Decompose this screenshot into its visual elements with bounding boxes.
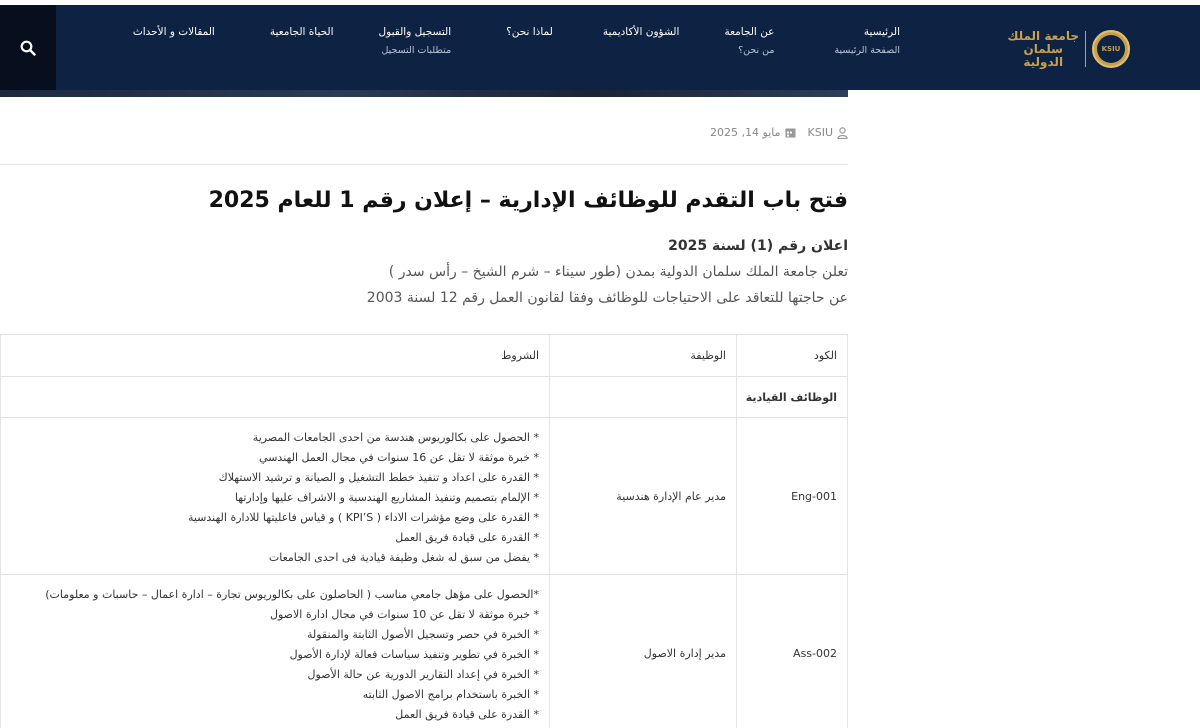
university-logo[interactable] [1007,27,1130,71]
nav-item-articles[interactable] [133,5,215,39]
post-title: فتح باب التقدم للوظائف الإدارية – إعلان رقم 1 للعام 2025 [208,188,848,213]
job-code: Eng-001 [737,418,848,575]
condition-item: * الخبرة في تطوير وتنفيذ سياسات فعالة لإدارة الأصول [289,648,539,661]
table-group-row [1,377,848,418]
job-title: مدير عام الإدارة هندسية [550,418,737,575]
condition-item: * الخبرة باستخدام برامج الاصول الثابته [362,688,539,701]
hero-image [0,90,848,97]
nav-item-academics[interactable] [603,5,680,39]
logo-divider [1085,31,1086,67]
intro-paragraph: عن حاجتها للتعاقد على الاحتياجات للوظائف وفقا لقانون العمل رقم 12 لسنة 2003 [366,290,848,306]
logo-line-2: سلمان [1023,41,1063,56]
logo-line-1: جامعة الملك [1007,28,1079,43]
nav-label: عن الجامعة [724,26,775,38]
user-icon [837,127,848,139]
author-name: KSIU [807,126,833,139]
job-conditions [1,418,550,575]
divider [0,164,848,165]
condition-item: * القدرة على قيادة فريق العمل [395,531,539,544]
seal-icon [1092,30,1130,68]
nav-item-admission[interactable] [379,5,452,58]
condition-item: * خبرة موثقة لا تقل عن 16 سنوات في مجال العمل الهندسي [259,451,539,464]
column-header-conditions: الشروط [1,335,550,377]
condition-item: * يفضل من سبق له شغل وظيفة قيادية فى احدى الجامعات [268,551,539,564]
empty-cell [550,377,737,418]
condition-item: * الخبرة في إعداد التقارير الدورية عن حالة الأصول [307,668,539,681]
nav-item-home[interactable] [834,5,900,58]
condition-item: * الإلمام بتصميم وتنفيذ المشاريع الهندسية و الاشراف عليها وإدارتها [234,491,539,504]
nav-item-about[interactable] [724,5,774,58]
post-meta [710,126,848,139]
search-icon [20,40,36,56]
nav-item-why-us[interactable] [506,5,553,39]
empty-cell [1,377,550,418]
nav-label: الحياة الجامعية [269,26,334,38]
nav-label: المقالات و الأحداث [132,26,215,38]
jobs-table [0,334,848,728]
date-text: مايو 14, 2025 [710,126,781,139]
condition-item: * الحصول على بكالوريوس هندسة من احدى الجامعات المصرية [252,431,539,444]
nav-sublabel[interactable]: من نحن؟ [738,45,775,56]
group-label: الوظائف القيادية [737,377,848,418]
condition-item: *الحصول على مؤهل جامعي مناسب ( الحاصلون على بكالوريوس تجارة – ادارة اعمال – حاسبات و معلومات) [45,588,539,601]
condition-item: * القدرة على اعداد و تنفيذ خطط التشغيل و الصيانة و ترشيد الاستهلاك [218,471,539,484]
post-date [710,126,795,139]
condition-item: * القدرة على وضع مؤشرات الاداء ( KPI’S ) و قياس فاعليتها للادارة الهندسية [187,511,539,524]
calendar-icon [785,127,796,138]
job-title: مدير إدارة الاصول [550,575,737,728]
intro-paragraph: تعلن جامعة الملك سلمان الدولية بمدن (طور سيناء – شرم الشيخ – رأس سدر ) [388,264,848,280]
nav-label: الرئيسية [863,26,900,38]
job-code: Ass-002 [737,575,848,728]
search-button[interactable] [0,5,56,90]
seal-text: KSIU [1097,35,1125,63]
main-nav [133,5,900,90]
logo-text [1007,30,1079,69]
condition-item: * الخبرة في حصر وتسجيل الأصول الثابتة والمنقولة [306,628,539,641]
announcement-number: اعلان رقم (1) لسنة 2025 [668,238,848,254]
nav-label: لماذا نحن؟ [506,26,553,38]
condition-item: * خبرة موثقة لا تقل عن 10 سنوات في مجال ادارة الاصول [269,608,539,621]
post-author[interactable] [808,126,849,139]
column-header-job: الوظيفة [550,335,737,377]
nav-label: التسجيل والقبول [378,26,452,38]
column-header-code: الكود [737,335,848,377]
nav-label: الشؤون الأكاديمية [602,26,680,38]
condition-item: * القدرة على قيادة فريق العمل [395,708,539,721]
job-conditions [1,575,550,728]
table-header-row [1,335,848,377]
logo-line-3: الدولية [1023,54,1064,69]
nav-item-campus-life[interactable] [270,5,334,39]
nav-sublabel[interactable]: متطلبات التسجيل [381,45,452,56]
site-header [0,5,1200,90]
nav-sublabel[interactable]: الصفحة الرئيسية [834,45,900,56]
table-row [1,575,848,728]
table-row [1,418,848,575]
